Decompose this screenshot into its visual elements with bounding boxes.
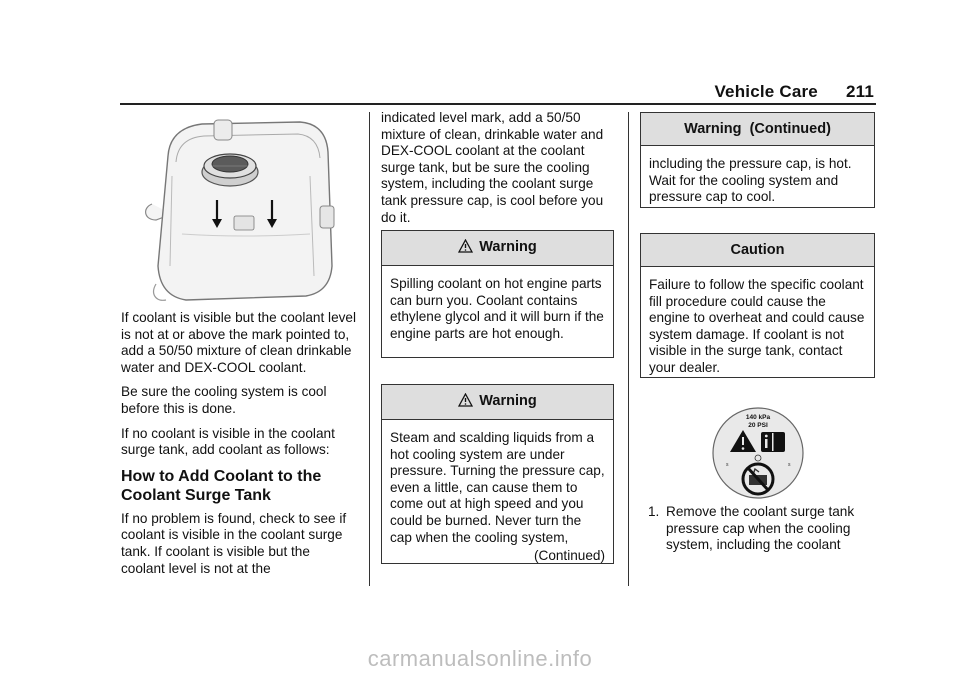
watermark: carmanualsonline.info <box>367 646 593 671</box>
column-1-text <box>121 310 357 585</box>
caution-box-body <box>641 267 874 387</box>
warning-text: Spilling coolant on hot engine parts can burn you. Coolant contains ethylene glycol and it will burn if the engine parts are hot enough. <box>390 276 604 341</box>
warning-box-body <box>641 146 874 216</box>
column-divider-2 <box>628 112 629 586</box>
step-number: 1. <box>648 504 660 519</box>
pressure-cap-warning-label-icon <box>711 406 805 500</box>
paragraph: If coolant is visible but the coolant level is not at or above the mark pointed to, add a 50/50 mixture of clean drinkable water and DEX-COOL coolant. <box>121 310 357 375</box>
surge-tank-drawing <box>142 116 342 302</box>
section-title: Vehicle Care <box>714 82 818 101</box>
coolant-surge-tank-illustration <box>142 116 342 302</box>
warning-box-body <box>382 420 613 575</box>
svg-text:s: s <box>788 462 791 468</box>
svg-text:s: s <box>726 462 729 468</box>
steps-list <box>640 504 876 554</box>
warning-box-1 <box>381 230 614 358</box>
running-header <box>714 82 874 102</box>
page-number: 211 <box>845 82 874 101</box>
warning-box-header <box>382 385 613 420</box>
warning-title: Warning <box>479 239 537 255</box>
warning-triangle-icon <box>458 239 473 257</box>
warning-title: Warning <box>479 393 537 409</box>
warning-box-body <box>382 266 613 352</box>
column-divider-1 <box>369 112 370 586</box>
column-2-text <box>381 110 613 234</box>
caution-title: Caution <box>730 242 785 258</box>
header-rule <box>120 103 876 105</box>
warning-box-header <box>382 231 613 266</box>
step-text: Remove the coolant surge tank pressure cap when the cooling system, including the coolant <box>666 504 855 553</box>
cap-kpa-label: 140 kPa <box>745 414 771 421</box>
warning-box-header <box>641 113 874 146</box>
warning-text: including the pressure cap, is hot. Wait for the cooling system and pressure cap to cool. <box>649 156 852 205</box>
paragraph: If no coolant is visible in the coolant surge tank, add coolant as follows: <box>121 425 335 458</box>
continued-label: (Continued) <box>533 548 605 564</box>
warning-text: Steam and scalding liquids from a hot cooling system are under pressure. Turning the pressure cap, even a little, can cause them to come out at high speed and you could be burned. Never turn the cap when the cooling system, <box>390 430 605 545</box>
numbered-steps <box>640 504 876 554</box>
paragraph: Be sure the cooling system is cool before this is done. <box>121 384 327 416</box>
list-item <box>640 504 876 554</box>
paragraph: If no problem is found, check to see if coolant is visible in the coolant surge tank. If coolant is visible but the coolant level is not at the <box>121 510 347 576</box>
caution-box <box>640 233 875 378</box>
warning-continued-box <box>640 112 875 208</box>
cap-psi-label: 20 PSI <box>748 422 768 429</box>
warning-box-2 <box>381 384 614 564</box>
section-heading: How to Add Coolant to the Coolant Surge Tank <box>121 467 322 504</box>
warning-title: Warning (Continued) <box>684 121 831 137</box>
caution-text: Failure to follow the specific coolant fill procedure could cause the engine to overheat and could cause system damage. If coolant is not visible in the surge tank, contact your dealer. <box>649 277 865 375</box>
caution-box-header <box>641 234 874 267</box>
warning-triangle-icon <box>458 393 473 411</box>
paragraph: indicated level mark, add a 50/50 mixture of clean, drinkable water and DEX-COOL coolant at the coolant surge tank, but be sure the cooling system, including the coolant surge tank pressure cap, is cool before you do it. <box>381 110 604 225</box>
